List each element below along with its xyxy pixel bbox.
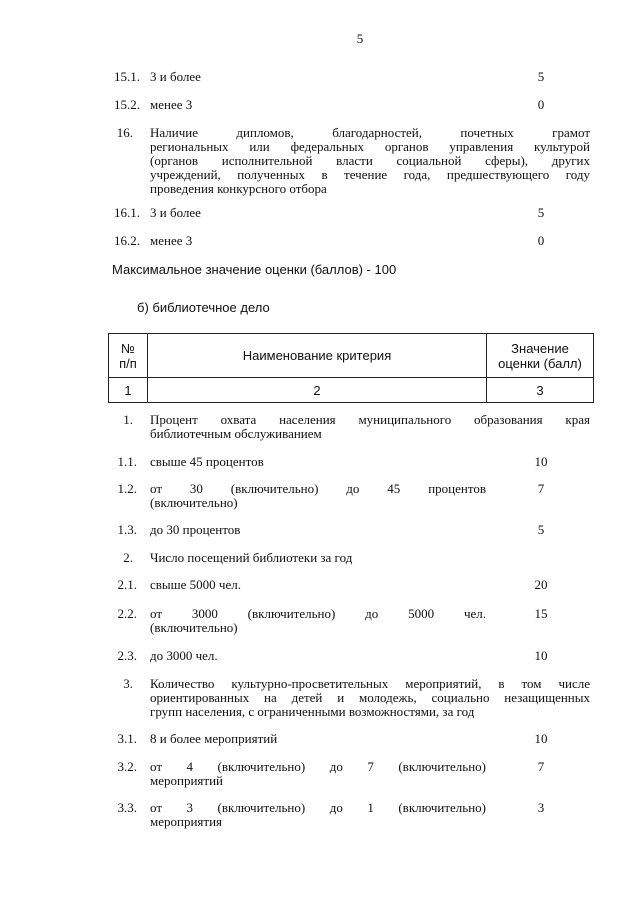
col-index-cell: 1 xyxy=(109,378,148,403)
item-number: 2. xyxy=(123,550,133,565)
page-number: 5 xyxy=(356,31,364,46)
text-line: от 30 (включительно) до 45 процентов xyxy=(150,481,486,496)
item-value: 10 xyxy=(534,731,548,746)
item-value: 0 xyxy=(537,233,545,248)
item-value: 3 xyxy=(537,800,545,815)
text-line: проведения конкурсного отбора xyxy=(150,181,327,196)
item-number: 16. xyxy=(116,125,133,140)
item-value: 10 xyxy=(534,454,548,469)
text-line: Наличие дипломов, благодарностей, почетных грамот xyxy=(150,125,590,140)
text-line: от 4 (включительно) до 7 (включительно) xyxy=(150,759,486,774)
item-value: 15 xyxy=(534,606,548,621)
item-value: 7 xyxy=(537,759,545,774)
header-name-cell: Наименование критерия xyxy=(148,334,487,378)
text-line: от 3 (включительно) до 1 (включительно) xyxy=(150,800,486,815)
header-num-cell xyxy=(109,334,148,378)
item-text: до 3000 чел. xyxy=(150,648,218,663)
item-value: 7 xyxy=(537,481,545,496)
item-value: 20 xyxy=(534,577,548,592)
item-number: 2.1. xyxy=(117,577,137,592)
item-number: 16.1. xyxy=(114,205,140,220)
criteria-table-header xyxy=(108,333,594,403)
item-number: 16.2. xyxy=(114,233,140,248)
criterion-text xyxy=(150,413,590,441)
text-line: Количество культурно-просветительных мероприятий, в том числе xyxy=(150,676,590,691)
item-text: 3 и более xyxy=(150,205,201,220)
item-text: 8 и более мероприятий xyxy=(150,731,278,746)
text-line: (включительно) xyxy=(150,495,238,510)
text-line: групп населения, с ограниченными возможностями, за год xyxy=(150,704,475,719)
item-value: 5 xyxy=(537,522,545,537)
item-text: менее 3 xyxy=(150,97,193,112)
criterion-text xyxy=(150,760,486,788)
item-number: 1.2. xyxy=(117,481,137,496)
item-number: 15.1. xyxy=(114,69,140,84)
max-score-note: Максимальное значение оценки (баллов) - 100 xyxy=(112,262,397,277)
text-line: учреждений, полученных в течение года, предшествующего году xyxy=(150,167,590,182)
item-value: 5 xyxy=(537,69,545,84)
col-index-cell: 2 xyxy=(148,378,487,403)
criterion-text xyxy=(150,126,590,196)
text-line: от 3000 (включительно) до 5000 чел. xyxy=(150,606,486,621)
item-number: 1. xyxy=(123,412,133,427)
text-line: ориентированных на детей и молодежь, социально незащищенных xyxy=(150,690,590,705)
criterion-text xyxy=(150,607,486,635)
item-text: 3 и более xyxy=(150,69,201,84)
item-number: 1.3. xyxy=(117,522,137,537)
item-number: 3. xyxy=(123,676,133,691)
criterion-text xyxy=(150,801,486,829)
header-value-line: оценки (балл) xyxy=(498,355,582,371)
text-line: мероприятия xyxy=(150,814,223,829)
item-text: до 30 процентов xyxy=(150,522,241,537)
text-line: библиотечным обслуживанием xyxy=(150,426,322,441)
item-number: 3.1. xyxy=(117,731,137,746)
header-value-cell xyxy=(487,334,594,378)
criterion-text: Число посещений библиотеки за год xyxy=(150,550,353,565)
col-index-cell: 3 xyxy=(487,378,594,403)
item-number: 3.3. xyxy=(117,800,137,815)
criterion-text xyxy=(150,677,590,719)
item-number: 15.2. xyxy=(114,97,140,112)
text-line: Процент охвата населения муниципального образования края xyxy=(150,412,590,427)
header-value-line: Значение xyxy=(511,340,569,356)
text-line: (органов исполнительной власти социальной сферы), других xyxy=(150,153,590,168)
item-number: 2.2. xyxy=(117,606,137,621)
item-value: 0 xyxy=(537,97,545,112)
item-value: 5 xyxy=(537,205,545,220)
section-heading: б) библиотечное дело xyxy=(137,300,270,315)
header-num-line: п/п xyxy=(119,355,137,371)
text-line: (включительно) xyxy=(150,620,238,635)
item-number: 2.3. xyxy=(117,648,137,663)
item-number: 3.2. xyxy=(117,759,137,774)
item-text: свыше 45 процентов xyxy=(150,454,264,469)
item-text: менее 3 xyxy=(150,233,193,248)
text-line: региональных или федеральных органов управления культурой xyxy=(150,139,590,154)
criterion-text xyxy=(150,482,486,510)
header-num-line: № xyxy=(121,340,135,356)
text-line: мероприятий xyxy=(150,773,223,788)
item-value: 10 xyxy=(534,648,548,663)
item-number: 1.1. xyxy=(117,454,137,469)
item-text: свыше 5000 чел. xyxy=(150,577,241,592)
